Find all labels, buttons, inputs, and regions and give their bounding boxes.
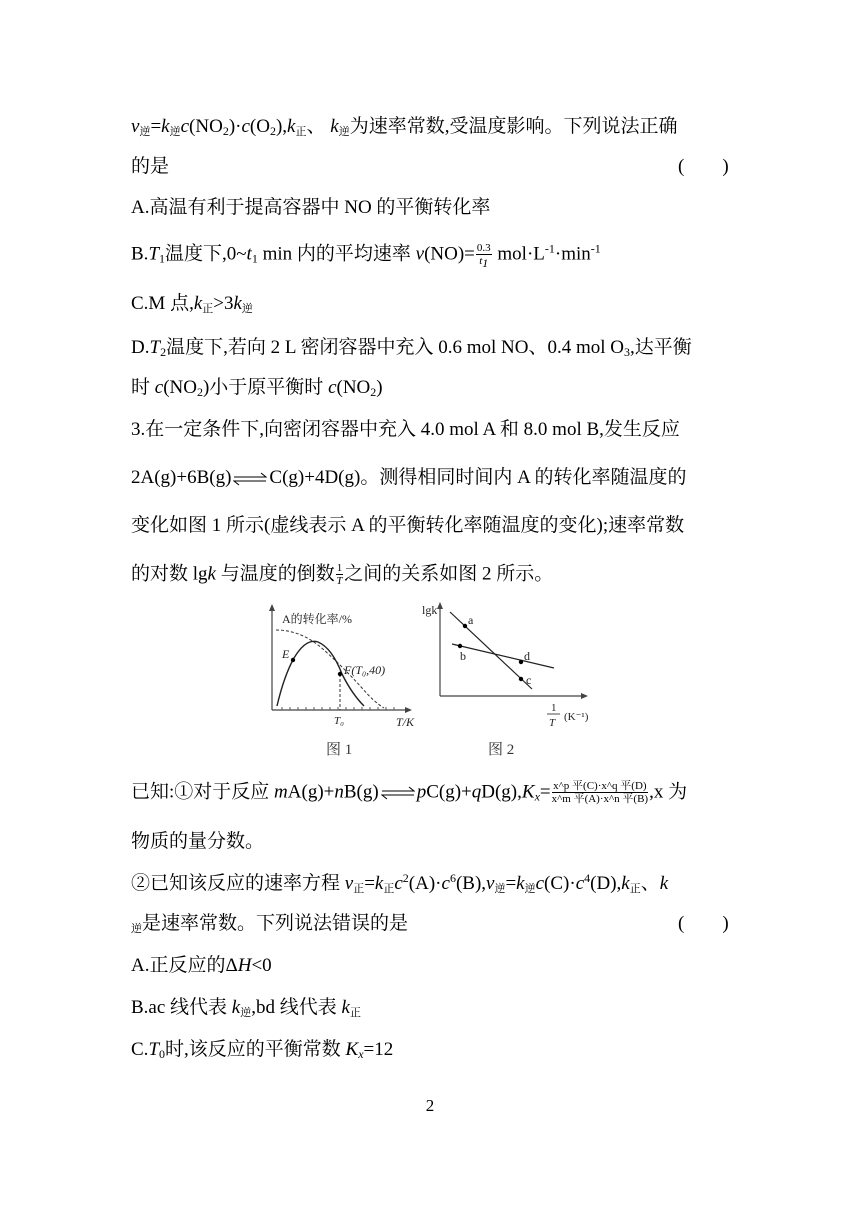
figure-2	[422, 602, 589, 758]
point-c	[519, 677, 523, 681]
point-b	[458, 644, 462, 648]
q3-stem-line1: 3.在一定条件下,向密闭容器中充入 4.0 mol A 和 8.0 mol B,发生反应	[131, 419, 680, 440]
answer-paren: ( )	[678, 156, 729, 177]
q3-stem-line4: 的对数 lgk 与温度的倒数 $\frac{1}{T}$ 之间的关系如图 2 所示。	[131, 562, 554, 587]
q3-answer-paren: ( )	[678, 913, 729, 934]
equilibrium-arrow-icon	[233, 472, 267, 486]
equilibrium-arrow-icon	[381, 786, 415, 800]
rate-fraction: $\frac{0.3}{t_1}$	[476, 242, 491, 270]
fig2-label-d: d	[524, 649, 530, 663]
q3-known-1: 已知:①对于反应 mA(g)+nB(g) $pC(g)+qD(g),K_x=$ $\frac{\text{x\textasciicircum{}p 平(C)·x\textasciicircum{}q 平(D)}}{\text{x\textasciicircum{}m 平(A)·x\textasciicircum{}n 平(B)}}$ ,x 为	[131, 780, 688, 805]
equilibrium-constant-fraction: $\frac{\text{x\textasciicircum{}p 平(C)·x\textasciicircum{}q 平(D)}}{\text{x\textasciicircum{}m 平(A)·x\textasciicircum{}n 平(B)}}$	[551, 780, 649, 805]
q2-option-d-cont: 时 $c(NO_2)$小于原平衡时 $c(NO_2)$	[131, 377, 383, 399]
point-a	[463, 624, 467, 628]
q3-option-c: $C.T_0$时,该反应的平衡常数 $K_x=12$	[131, 1039, 394, 1061]
fig2-label-a: a	[468, 613, 474, 627]
q3-option-a: A.正反应的ΔH<0	[131, 955, 272, 976]
inverse-temp-fraction: $\frac{1}{T}$	[336, 562, 343, 587]
fig2-xlabel-den: T	[549, 717, 556, 729]
fig2-caption: 图 2	[488, 742, 515, 758]
fig1-x-tick: T₀	[334, 715, 344, 727]
fig1-point-f-label: F(T₀,40)	[344, 663, 386, 677]
fig1-caption: 图 1	[326, 742, 353, 758]
point-e	[291, 658, 295, 662]
fig1-xlabel: T/K	[396, 715, 415, 729]
q2-option-d: $D.T_2$温度下,若向 2 L 密闭容器中充入 0.6 mol NO、0.4 mol $O_3$,达平衡	[131, 337, 692, 359]
q3-stem-line3: 变化如图 1 所示(虚线表示 A 的平衡转化率随温度的变化);速率常数	[131, 515, 685, 536]
figures-container	[262, 598, 602, 768]
fig2-label-c: c	[526, 673, 532, 687]
fig2-label-b: b	[460, 649, 466, 663]
point-f	[338, 672, 342, 676]
rate-equation-line: v逆=k逆$c(NO_2)\cdot c(O_2),k$正、 k逆为速率常数,受温度影响。下列说法正确	[131, 116, 678, 138]
q3-known-1-cont: 物质的量分数。	[131, 831, 265, 852]
point-d	[519, 660, 523, 664]
figure-1	[269, 604, 415, 758]
figures-svg	[262, 598, 602, 763]
q2-option-c: C.M 点,k正>3k逆	[131, 293, 253, 315]
q3-known-2: ②已知该反应的速率方程 v正=k正$c^2(A)\cdot c^6(B),v$逆=k逆$c(C)\cdot c^4(D),k$正、k	[131, 871, 669, 895]
q3-reaction-line: 2A(g)+6B(g) C(g)+4D(g)。测得相同时间内 A 的转化率随温度的	[131, 467, 687, 488]
fig2-xlabel-num: 1	[551, 702, 557, 714]
q3-known-2-cont: 逆是速率常数。下列说法错误的是	[131, 913, 409, 935]
question-stem-end: 的是	[131, 156, 170, 177]
q2-option-a: A.高温有利于提高容器中 NO 的平衡转化率	[131, 197, 491, 218]
fig2-ylabel: lgk	[422, 603, 438, 617]
fig2-xlabel-unit: (K⁻¹)	[564, 711, 589, 723]
fig1-point-e-label: E	[282, 647, 290, 661]
fig1-ylabel: A的转化率/%	[282, 612, 352, 626]
q2-option-b: $B.T_1$温度下$,0\sim t_1$ min 内的平均速率 v(NO)= $\frac{0.3}{t_1}$ $mol\cdot L^{-1}\cdot\min^{-1}$	[131, 241, 601, 270]
q3-option-b: B.ac 线代表 k逆,bd 线代表 k正	[131, 997, 361, 1019]
page-number: 2	[425, 1096, 435, 1115]
